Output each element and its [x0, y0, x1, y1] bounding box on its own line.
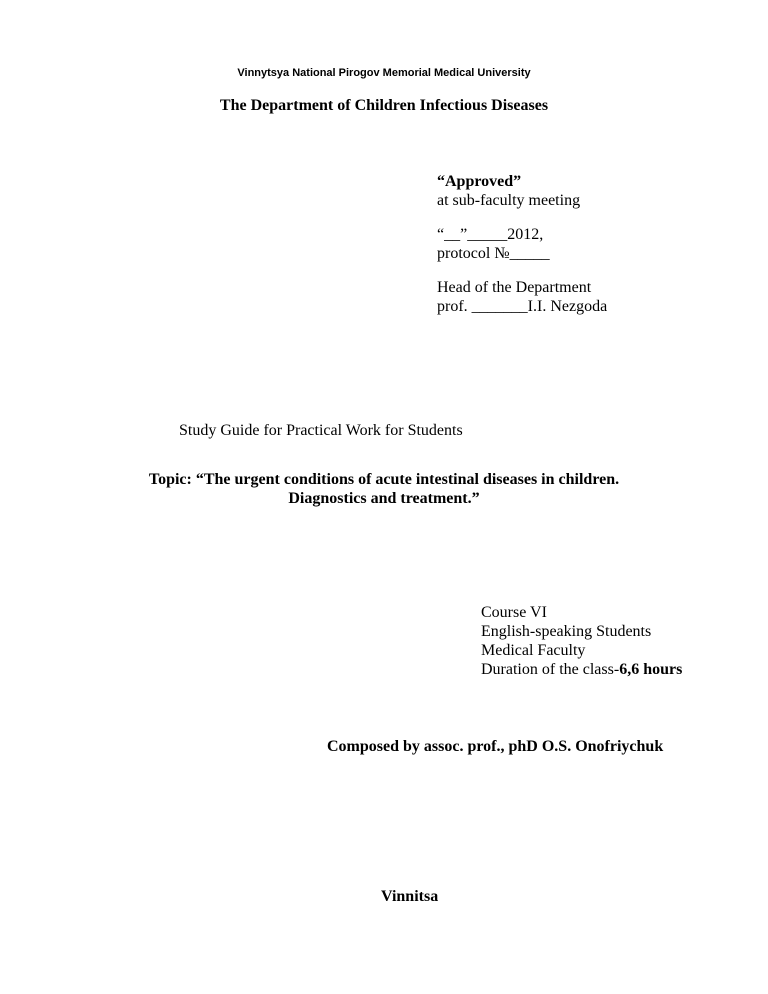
- course-info-block: [481, 603, 682, 679]
- approved-protocol-line: protocol №_____: [437, 245, 550, 262]
- approved-title: “Approved”: [437, 173, 522, 190]
- faculty-line: Medical Faculty: [481, 642, 586, 659]
- head-signature-line: prof. _______I.I. Nezgoda: [437, 298, 608, 315]
- head-of-department-line: Head of the Department: [437, 279, 592, 296]
- topic-line-1: Topic: “The urgent conditions of acute intestinal diseases in children.: [148, 471, 620, 488]
- topic-line-2: Diagnostics and treatment.”: [288, 490, 480, 507]
- study-guide-title: Study Guide for Practical Work for Students: [179, 422, 463, 439]
- duration-line: [481, 660, 682, 679]
- students-line: English-speaking Students: [481, 623, 652, 640]
- city-name: Vinnitsa: [381, 888, 439, 905]
- course-line: Course VI: [481, 604, 547, 621]
- approved-date-line: “__”_____2012,: [437, 226, 544, 243]
- approval-block: [437, 172, 607, 316]
- duration-label: Duration of the class-: [481, 661, 620, 678]
- topic-heading: [0, 470, 768, 508]
- duration-value: 6,6 hours: [619, 661, 683, 678]
- university-name: Vinnytsya National Pirogov Memorial Medical University: [237, 67, 531, 79]
- composed-by: Composed by assoc. prof., phD O.S. Onofriychuk: [327, 738, 664, 755]
- department-name: The Department of Children Infectious Diseases: [219, 97, 549, 114]
- approved-meeting: at sub-faculty meeting: [437, 192, 581, 209]
